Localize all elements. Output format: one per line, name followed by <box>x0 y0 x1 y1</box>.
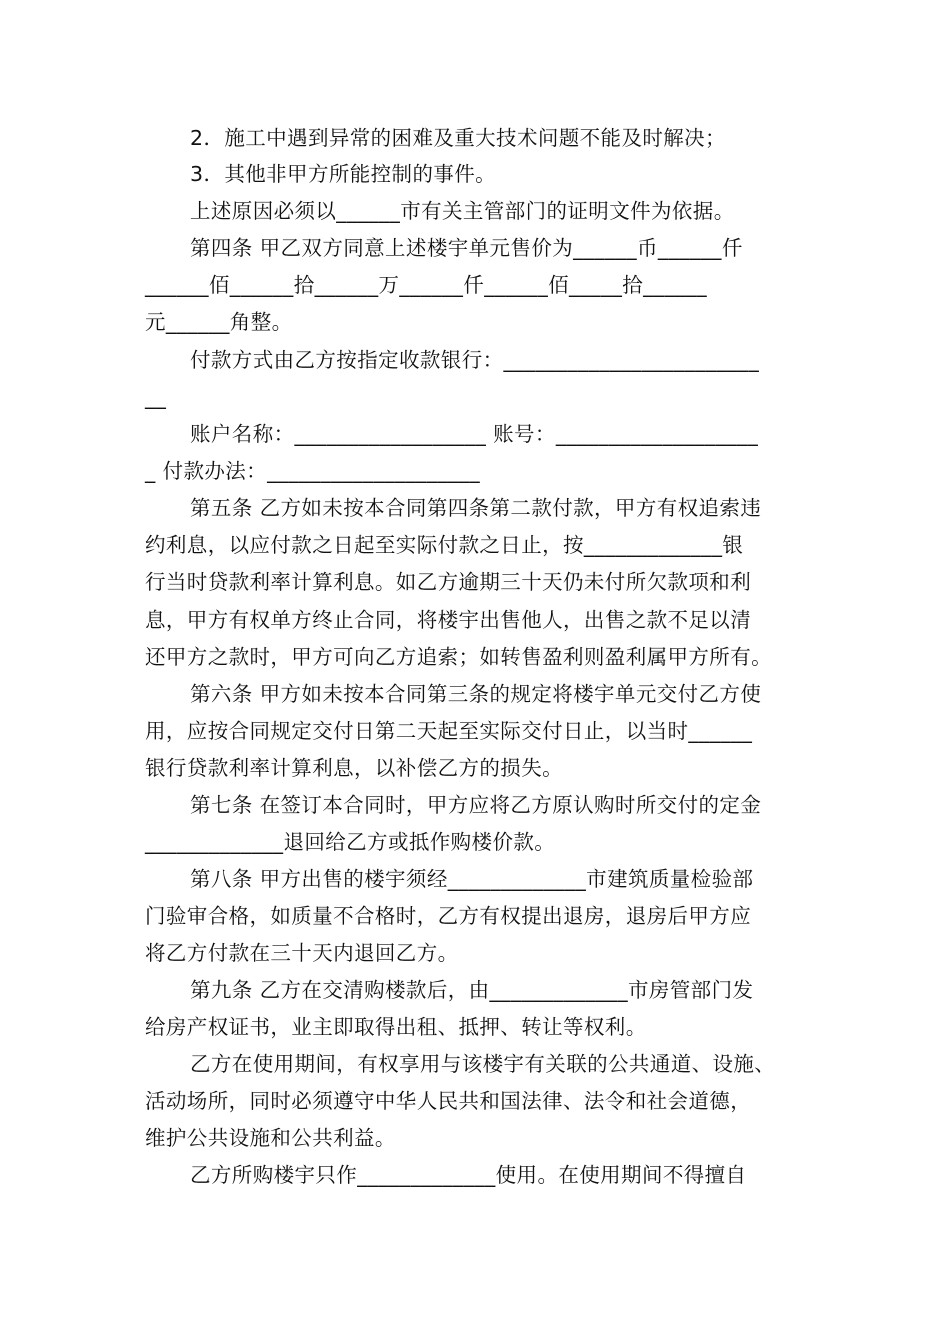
text-line: 给房产权证书，业主即取得出租、抵押、转让等权利。 <box>145 1015 647 1039</box>
text-line: 乙方所购楼宇只作_____________使用。在使用期间不得擅自 <box>190 1163 747 1187</box>
text-line: ______佰______拾______万______仟______佰_____拾______ <box>145 273 708 297</box>
text-line: 上述原因必须以______市有关主管部门的证明文件为依据。 <box>190 199 735 223</box>
text-line: _____________退回给乙方或抵作购楼价款。 <box>145 830 556 854</box>
text-line: 第九条 乙方在交清购楼款后，由_____________市房管部门发 <box>190 978 754 1002</box>
text-line: 银行贷款利率计算利息，以补偿乙方的损失。 <box>145 756 563 780</box>
text-line: 第四条 甲乙双方同意上述楼宇单元售价为______币______仟 <box>190 236 743 260</box>
text-line: 活动场所，同时必须遵守中华人民共和国法律、法令和社会道德， <box>145 1089 752 1113</box>
text-line: 行当时贷款利率计算利息。如乙方逾期三十天仍未付所欠款项和利 <box>145 570 752 594</box>
text-line: 还甲方之款时，甲方可向乙方追索；如转售盈利则盈利属甲方所有。 <box>145 645 772 669</box>
text-line: _ 付款办法：____________________ <box>145 459 481 483</box>
text-line: 第八条 甲方出售的楼宇须经_____________市建筑质量检验部 <box>190 867 754 891</box>
text-line: 付款方式由乙方按指定收款银行：________________________ <box>190 348 760 372</box>
text-line: 第七条 在签订本合同时，甲方应将乙方原认购时所交付的定金 <box>190 793 762 817</box>
text-line: 将乙方付款在三十天内退回乙方。 <box>145 941 459 965</box>
text-line: 2．施工中遇到异常的困难及重大技术问题不能及时解决； <box>190 126 726 150</box>
text-line: 约利息，以应付款之日起至实际付款之日止，按_____________银 <box>145 533 744 557</box>
text-line: 维护公共设施和公共利益。 <box>145 1126 396 1150</box>
text-line: 3．其他非甲方所能控制的事件。 <box>190 162 497 186</box>
text-line: 乙方在使用期间，有权享用与该楼宇有关联的公共通道、设施、 <box>190 1052 776 1076</box>
text-line: 门验审合格，如质量不合格时，乙方有权提出退房，退房后甲方应 <box>145 904 752 928</box>
text-line: 息，甲方有权单方终止合同，将楼宇出售他人，出售之款不足以清 <box>145 608 752 632</box>
text-line: 第六条 甲方如未按本合同第三条的规定将楼宇单元交付乙方使 <box>190 682 762 706</box>
text-line: 用，应按合同规定交付日第二天起至实际交付日止，以当时______ <box>145 719 753 743</box>
text-line: __ <box>145 385 167 409</box>
text-line: 第五条 乙方如未按本合同第四条第二款付款，甲方有权追索违 <box>190 496 762 520</box>
text-line: 账户名称：__________________ 账号：___________________ <box>190 422 759 446</box>
text-line: 元______角整。 <box>145 310 293 334</box>
